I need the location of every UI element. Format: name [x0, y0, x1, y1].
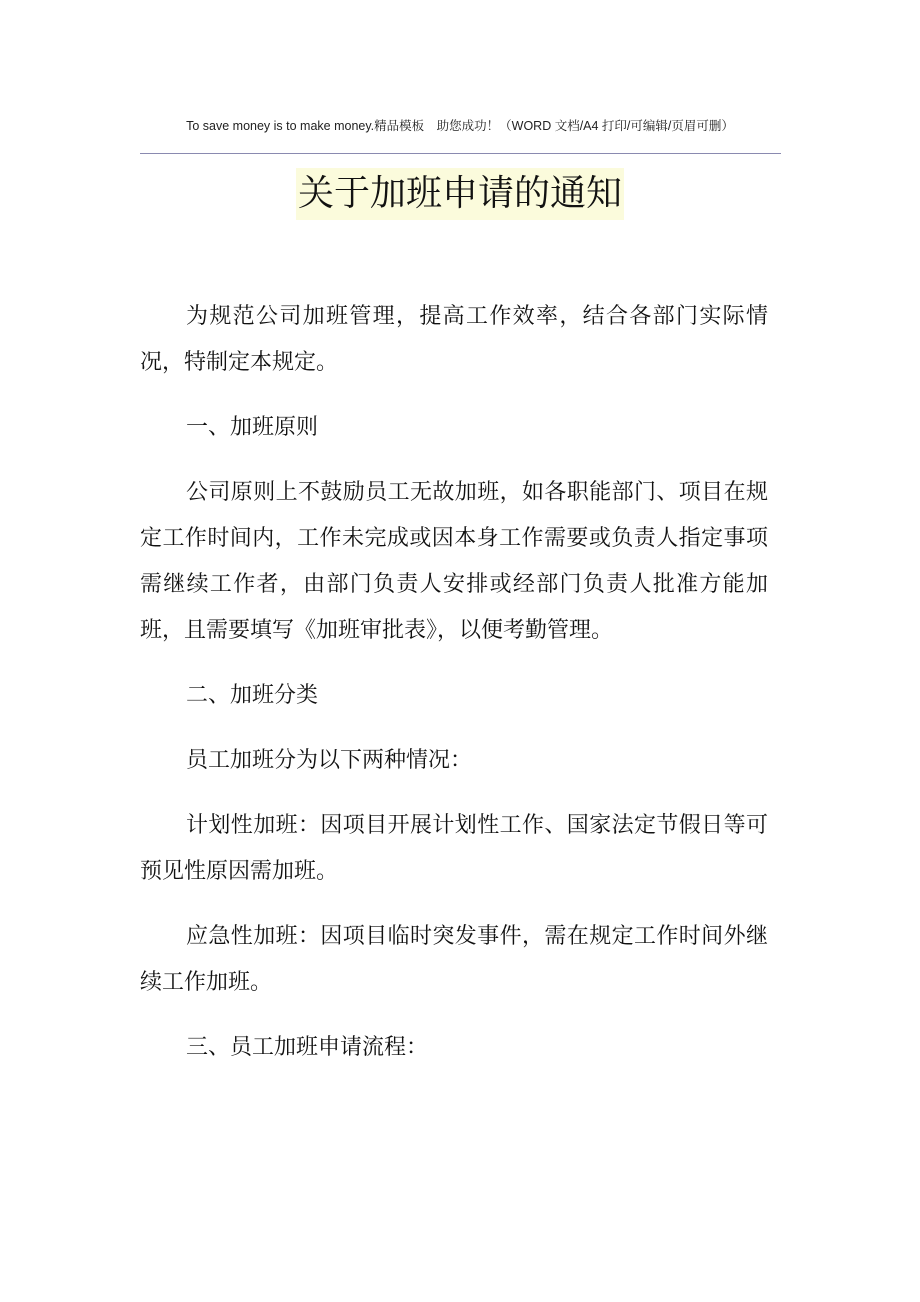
paragraph-intro: 为规范公司加班管理，提高工作效率，结合各部门实际情况，特制定本规定。 [140, 304, 768, 375]
paragraph-categories-intro: 员工加班分为以下两种情况： [186, 748, 473, 773]
section-heading-categories: 二、加班分类 [186, 683, 319, 708]
paragraph-principles: 公司原则上不鼓励员工无故加班，如各职能部门、项目在规定工作时间内，工作未完成或因本身工作需要或负责人指定事项需继续工作者，由部门负责人安排或经部门负责人批准方能加班，且需要填写《加班审批表》，以便考勤管理。 [140, 480, 768, 643]
document-title: 关于加班申请的通知 [296, 168, 624, 220]
header-divider [140, 153, 781, 154]
paragraph-emergency-overtime: 应急性加班：因项目临时突发事件，需在规定工作时间外继续工作加班。 [140, 924, 768, 995]
section-heading-principles: 一、加班原则 [186, 415, 319, 440]
document-body [140, 294, 768, 1090]
section-heading-process: 三、员工加班申请流程： [186, 1035, 429, 1060]
page-header-text: To save money is to make money.精品模板 助您成功！（WORD 文档/A4 打印/可编辑/页眉可删） [186, 119, 734, 133]
title-container [0, 168, 920, 220]
paragraph-planned-overtime: 计划性加班：因项目开展计划性工作、国家法定节假日等可预见性原因需加班。 [140, 813, 768, 884]
